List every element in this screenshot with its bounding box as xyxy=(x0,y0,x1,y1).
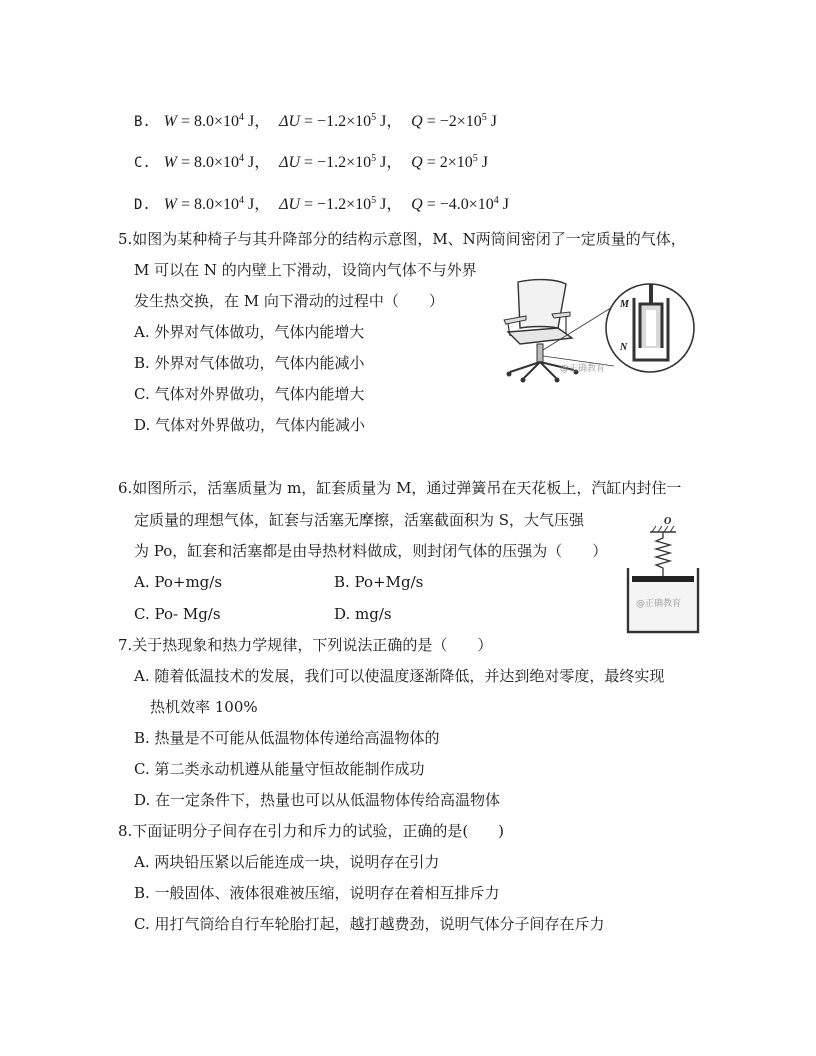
q7-option-c: C. 第二类永动机遵从能量守恒故能制作成功 xyxy=(134,760,425,778)
q8-option-b: B. 一般固体、液体很难被压缩，说明存在着相互排斥力 xyxy=(134,884,500,902)
q5-option-c: C. 气体对外界做功，气体内能增大 xyxy=(134,385,365,403)
q4-option-c: C. $W = 8.0\times 10^4$ J， $\Delta U = -1.2\times 10^5$ J， $Q = 2\times 10^5$ J xyxy=(134,153,488,171)
q6-option-c: C. Po- Mg/s xyxy=(134,605,221,623)
q5-option-d: D. 气体对外界做功，气体内能减小 xyxy=(134,416,366,434)
q7-stem: 7.关于热现象和热力学规律，下列说法正确的是（ ） xyxy=(118,636,493,654)
q7-option-a-line-1: A. 随着低温技术的发展，我们可以使温度逐渐降低，并达到绝对零度，最终实现 xyxy=(134,667,665,685)
q6-stem-line-1: 6.如图所示，活塞质量为 m，缸套质量为 M，通过弹簧吊在天花板上，汽缸内封住一 xyxy=(118,479,682,497)
q4-option-d: D. $W = 8.0\times 10^4$ J， $\Delta U = -1.2\times 10^5$ J， $Q = -4.0\times 10^4$ J xyxy=(134,195,509,213)
q5-stem-line-2: M 可以在 N 的内壁上下滑动，设筒内气体不与外界 xyxy=(134,261,477,279)
q6-option-b: B. Po+Mg/s xyxy=(334,573,424,591)
q7-option-a-line-2: 热机效率 100% xyxy=(150,698,258,716)
q8-option-c: C. 用打气筒给自行车轮胎打起，越打越费劲，说明气体分子间存在斥力 xyxy=(134,915,605,933)
q5-stem-line-1: 5.如图为某种椅子与其升降部分的结构示意图，M、N两筒间密闭了一定质量的气体， xyxy=(118,230,686,248)
q8-option-a: A. 两块铅压紧以后能连成一块，说明存在引力 xyxy=(134,853,440,871)
q5-option-b: B. 外界对气体做功，气体内能减小 xyxy=(134,354,365,372)
q5-option-a: A. 外界对气体做功，气体内能增大 xyxy=(134,323,365,341)
spring-cylinder-figure xyxy=(622,516,704,636)
chair-cylinder-figure xyxy=(496,276,702,384)
q7-option-d: D. 在一定条件下，热量也可以从低温物体传给高温物体 xyxy=(134,791,501,809)
fig-label-m: M xyxy=(620,299,629,310)
fig-label-n: N xyxy=(620,342,628,353)
q7-option-b: B. 热量是不可能从低温物体传递给高温物体的 xyxy=(134,729,440,747)
q6-option-a: A. Po+mg/s xyxy=(134,573,223,591)
q4-option-b: B. $W = 8.0\times 10^4$ J， $\Delta U = -1.2\times 10^5$ J， $Q = -2\times 10^5$ J xyxy=(134,112,497,130)
q8-stem: 8.下面证明分子间存在引力和斥力的试验，正确的是( ) xyxy=(118,822,505,840)
watermark: @正确教育 xyxy=(636,599,682,609)
q6-stem-line-3: 为 Po，缸套和活塞都是由导热材料做成，则封闭气体的压强为（ ） xyxy=(134,542,608,560)
fig-label-o: O xyxy=(664,516,672,527)
q5-stem-line-3: 发生热交换，在 M 向下滑动的过程中（ ） xyxy=(134,292,444,310)
q6-option-d: D. mg/s xyxy=(334,605,392,623)
spring-cylinder-diagram xyxy=(622,516,704,636)
q6-stem-line-2: 定质量的理想气体，缸套与活塞无摩擦，活塞截面积为 S，大气压强 xyxy=(134,511,585,529)
watermark: @正确教育 xyxy=(560,364,606,374)
